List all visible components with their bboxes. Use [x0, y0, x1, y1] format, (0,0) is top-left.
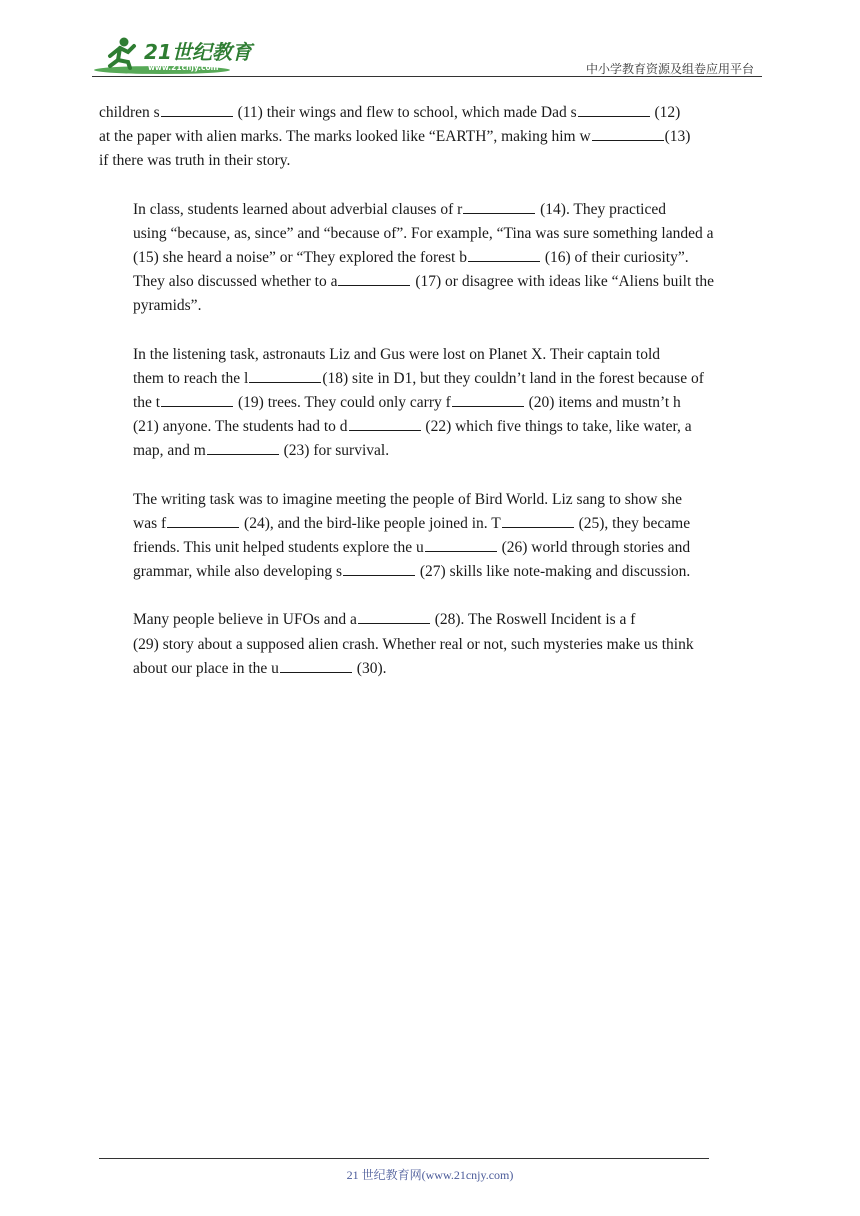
text-line [99, 608, 771, 632]
text-line [99, 439, 771, 463]
footer-divider [99, 1158, 709, 1159]
text-segment: (21) anyone. The students had to d [133, 418, 348, 436]
text-segment: (22) which five things to take, like water, a [421, 418, 692, 436]
text-segment: was f [133, 514, 167, 532]
logo-21cnjy [92, 32, 262, 76]
footer-text: 21 世纪教育网(www.21cnjy.com) [346, 1168, 514, 1182]
text-segment: if there was truth in their story. [99, 152, 291, 170]
text-segment: Many people believe in UFOs and a [133, 611, 357, 629]
text-segment: (14). They practiced [536, 200, 666, 218]
text-segment: In class, students learned about adverbial clauses of r [133, 200, 463, 218]
text-line [99, 198, 771, 222]
paragraph-2 [99, 198, 771, 319]
text-line [99, 560, 771, 584]
text-line [99, 536, 771, 560]
text-segment: (16) of their curiosity”. [540, 249, 689, 267]
answer-blank[interactable] [592, 126, 664, 141]
answer-blank[interactable] [463, 199, 535, 214]
header-divider [92, 76, 762, 77]
answer-blank[interactable] [578, 102, 650, 117]
answer-blank[interactable] [161, 102, 233, 117]
text-line [99, 270, 771, 294]
answer-blank[interactable] [161, 392, 233, 407]
text-segment: (13) [664, 128, 691, 146]
text-line [99, 488, 771, 512]
answer-blank[interactable] [502, 513, 574, 528]
text-line [99, 125, 771, 149]
paragraph-3 [99, 343, 771, 464]
text-line [99, 512, 771, 536]
text-segment: at the paper with alien marks. The marks looked like “EARTH”, making him w [99, 128, 591, 146]
logo-url: www.21cnjy.com [148, 63, 219, 72]
answer-blank[interactable] [349, 416, 421, 431]
text-segment: (29) story about a supposed alien crash. Whether real or not, such mysteries make us think [133, 635, 694, 653]
answer-blank[interactable] [452, 392, 524, 407]
answer-blank[interactable] [343, 561, 415, 576]
text-segment: (24), and the bird-like people joined in. T [240, 514, 501, 532]
text-segment: The writing task was to imagine meeting the people of Bird World. Liz sang to show she [133, 490, 683, 508]
text-segment: (25), they became [574, 514, 691, 532]
answer-blank[interactable] [167, 513, 239, 528]
text-segment: In the listening task, astronauts Liz and Gus were lost on Planet X. Their captain told [133, 345, 661, 363]
text-segment: (26) world through stories and [497, 539, 691, 557]
text-segment: (11) their wings and flew to school, which made Dad s [233, 104, 577, 121]
answer-blank[interactable] [280, 658, 352, 673]
answer-blank[interactable] [358, 609, 430, 624]
text-segment: pyramids”. [133, 297, 202, 315]
header-platform-name: 中小学教育资源及组卷应用平台 [585, 62, 754, 76]
text-segment: about our place in the u [133, 659, 279, 677]
answer-blank[interactable] [249, 368, 321, 383]
text-line [99, 343, 771, 367]
answer-blank[interactable] [207, 440, 279, 455]
text-segment: (12) [650, 104, 681, 121]
text-segment: (20) items and mustn’t h [524, 394, 681, 412]
text-line [99, 101, 771, 125]
text-segment: using “because, as, since” and “because of”. For example, “Tina was sure something landed a [133, 224, 714, 242]
text-segment: the t [133, 394, 161, 412]
text-line [99, 222, 771, 246]
text-segment: (18) site in D1, but they couldn’t land in the forest because of [322, 369, 704, 387]
passage [99, 101, 771, 705]
text-segment: children s [99, 104, 160, 121]
text-line [99, 415, 771, 439]
answer-blank[interactable] [425, 537, 497, 552]
paragraph-5 [99, 608, 771, 681]
text-line [99, 391, 771, 415]
text-segment: (27) skills like note-making and discussion. [416, 563, 691, 581]
text-segment: (30). [352, 659, 387, 677]
text-segment: friends. This unit helped students explore the u [133, 539, 424, 557]
text-line [99, 657, 771, 681]
text-line [99, 149, 771, 173]
paragraph-4 [99, 488, 771, 585]
text-segment: grammar, while also developing s [133, 563, 343, 581]
answer-blank[interactable] [338, 271, 410, 286]
text-segment: (19) trees. They could only carry f [234, 394, 451, 412]
paragraph-1 [99, 101, 771, 174]
text-line [99, 294, 771, 318]
logo-text: 21世纪教育 [144, 40, 252, 64]
text-segment: (28). The Roswell Incident is a f [430, 611, 636, 629]
text-line [99, 367, 771, 391]
text-segment: them to reach the l [133, 369, 249, 387]
text-segment: map, and m [133, 442, 206, 460]
text-segment: (15) she heard a noise” or “They explored the forest b [133, 249, 467, 267]
text-segment: (23) for survival. [279, 442, 390, 460]
text-segment: (17) or disagree with ideas like “Aliens built the [411, 273, 715, 291]
text-line [99, 246, 771, 270]
text-segment: They also discussed whether to a [133, 273, 338, 291]
page-header [92, 30, 762, 78]
answer-blank[interactable] [468, 247, 540, 262]
text-line [99, 633, 771, 657]
